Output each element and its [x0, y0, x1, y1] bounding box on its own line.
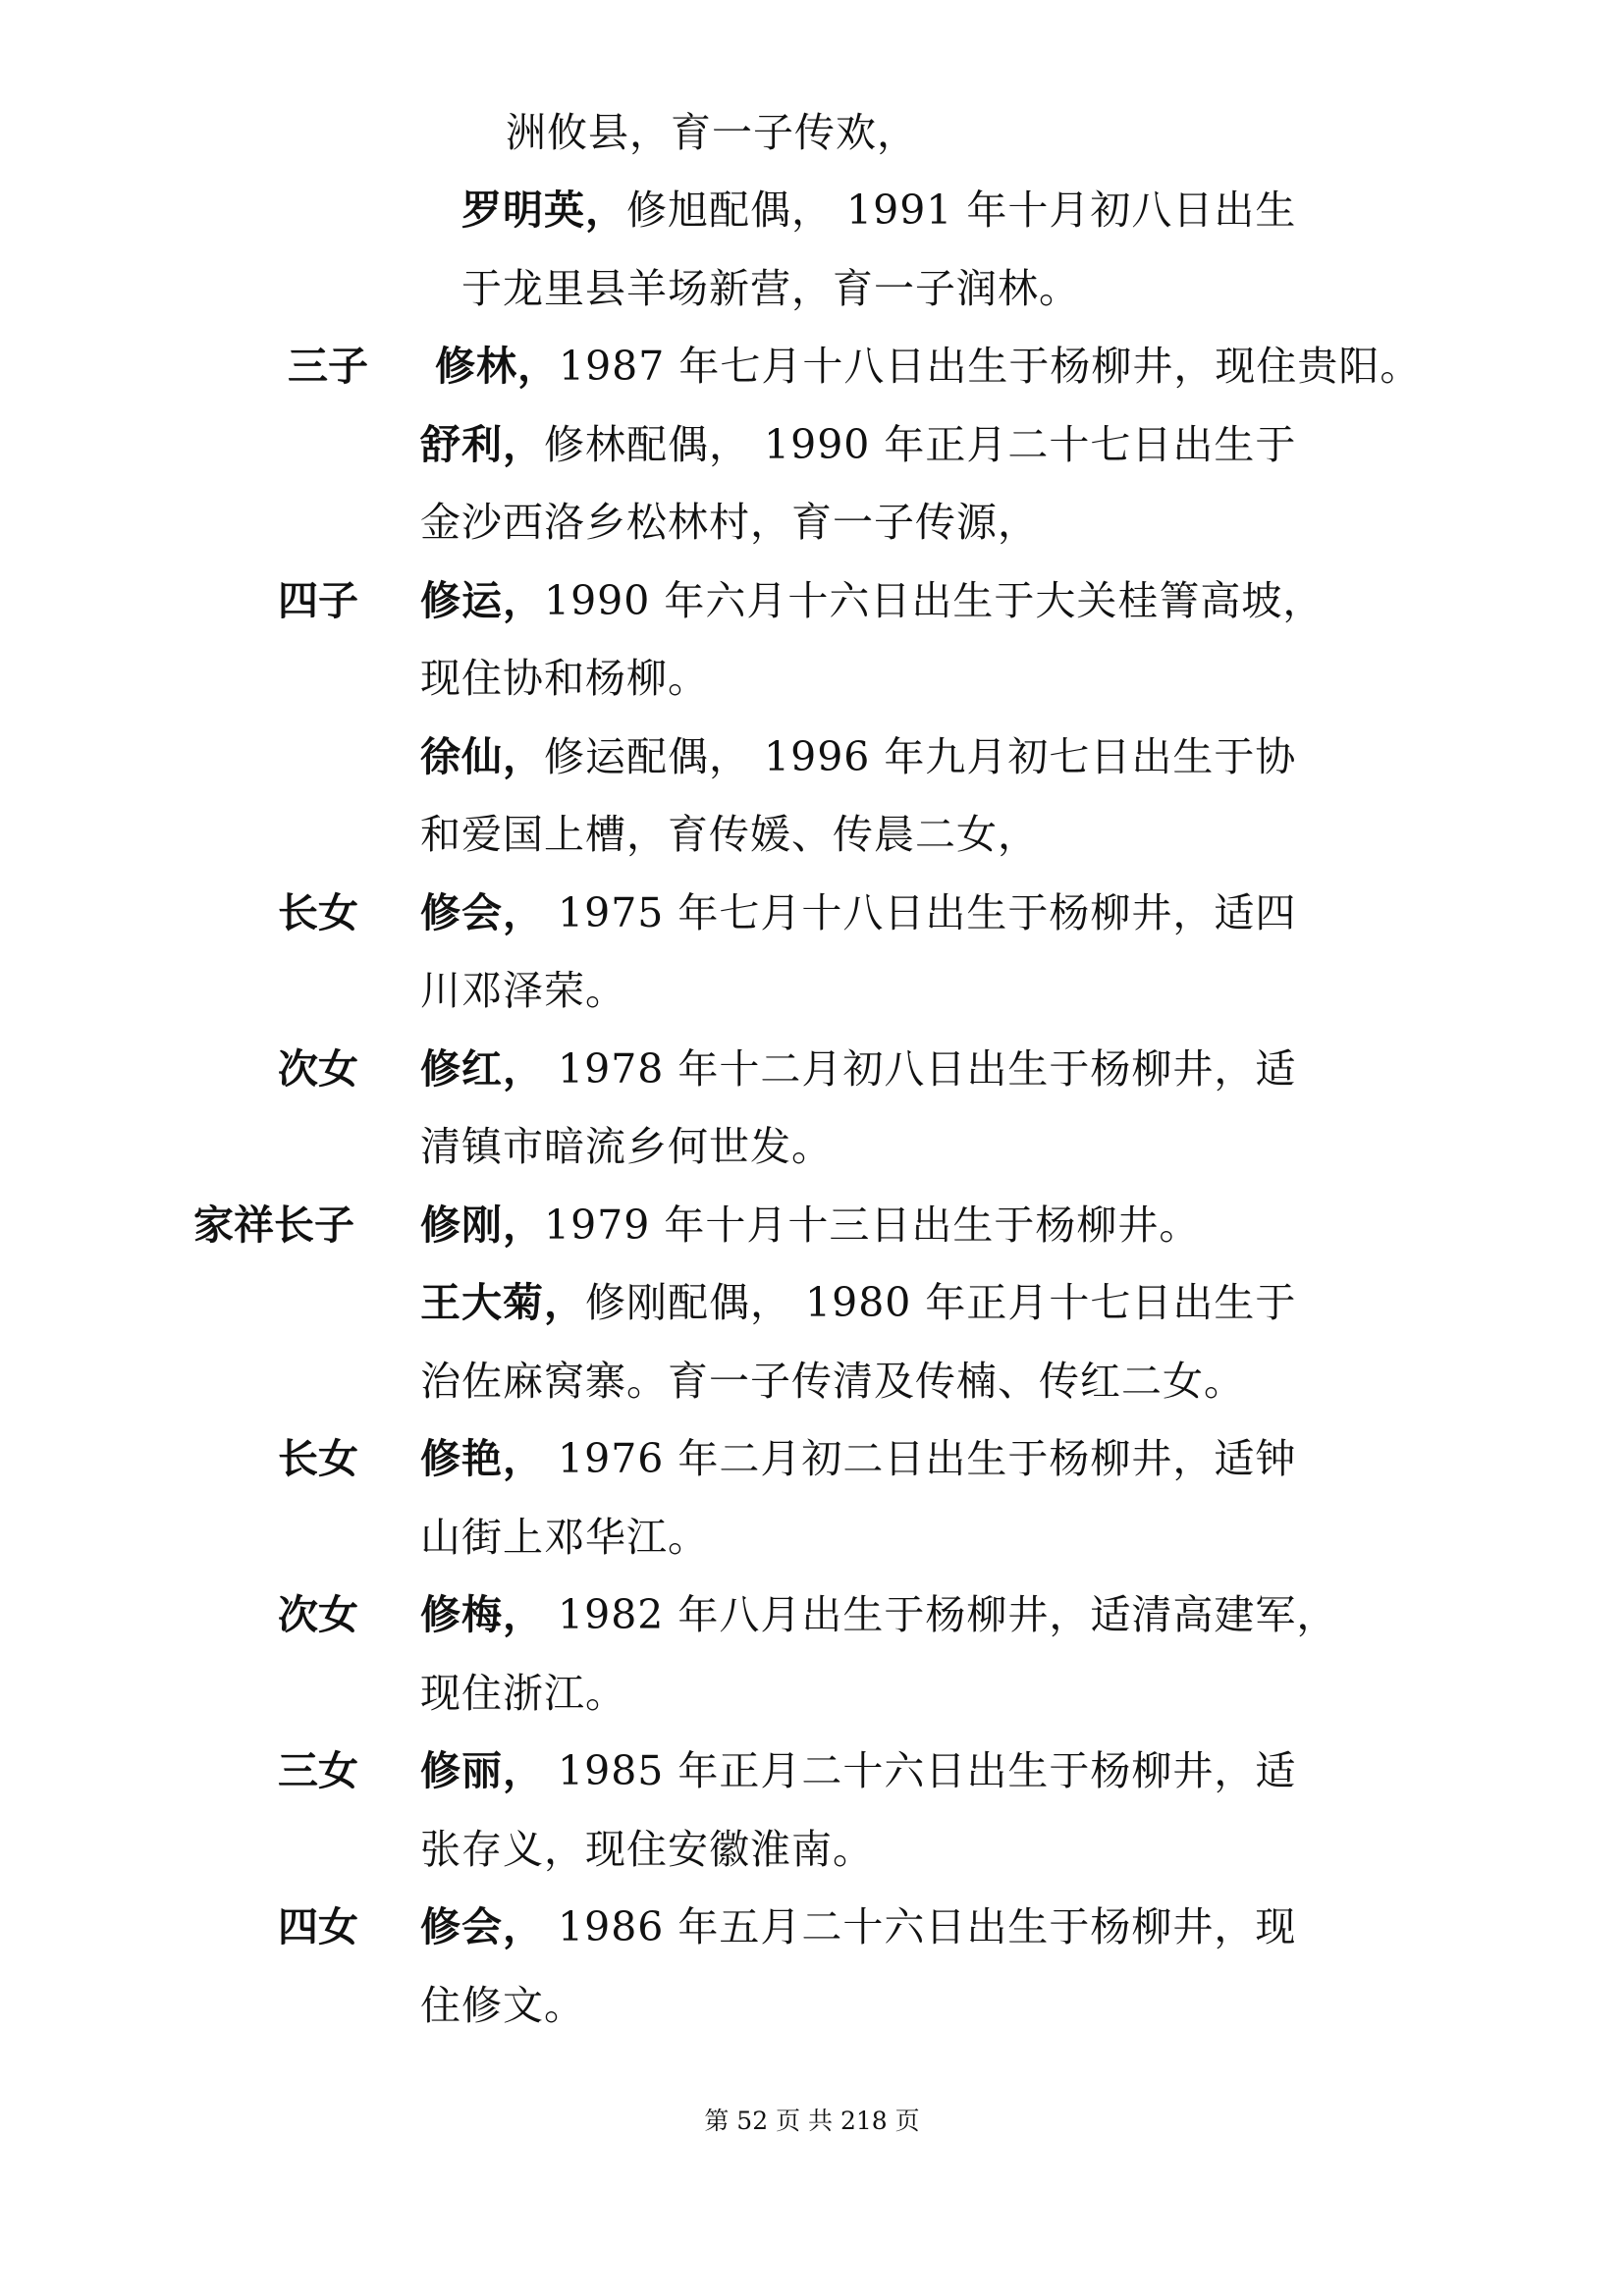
entry-text: 1985 年正月二十六日出生于杨柳井，适 [544, 1747, 1297, 1794]
entry-line [420, 1196, 1200, 1255]
entry-text: 清镇市暗流乡何世发。 [420, 1123, 833, 1170]
entry-line [435, 337, 1421, 396]
entry-text: 1975 年七月十八日出生于杨柳井，适四 [544, 889, 1297, 936]
entry-line [420, 1976, 585, 2035]
entry-line [420, 571, 1324, 630]
entry-line [506, 103, 918, 162]
relation-label: 长女 [278, 889, 358, 936]
entry-text: 和爱国上槽，育传媛、传晨二女， [420, 811, 1039, 858]
entry-text: 张存义，现住安徽淮南。 [420, 1826, 874, 1873]
entry-text: 川邓泽荣。 [420, 967, 626, 1014]
entry-line [461, 259, 1080, 318]
entry-text: 修运配偶， 1996 年九月初七日出生于协 [544, 733, 1297, 780]
entry-text: 1990 年六月十六日出生于大关桂箐高坡， [544, 577, 1325, 624]
person-name: 修会， [420, 889, 544, 936]
entry-line [420, 649, 709, 708]
entry-line [420, 1040, 1296, 1098]
page-number-footer: 第 52 页 共 218 页 [704, 2107, 920, 2135]
entry-text: 住修文。 [420, 1982, 585, 2029]
entry-text: 1979 年十月十三日出生于杨柳井。 [544, 1201, 1201, 1249]
relation-label: 三子 [288, 343, 368, 390]
entry-text: 1987 年七月十八日出生于杨柳井，现住贵阳。 [559, 343, 1422, 390]
person-name: 修梅， [420, 1591, 544, 1638]
entry-line [420, 1820, 874, 1879]
relation-label: 四女 [278, 1903, 358, 1950]
person-name: 修林， [435, 343, 559, 390]
entry-line [420, 727, 1296, 786]
person-name: 修艳， [420, 1435, 544, 1482]
entry-text: 现住协和杨柳。 [420, 655, 709, 702]
entry-line [461, 181, 1296, 240]
entry-text: 修林配偶， 1990 年正月二十七日出生于 [544, 421, 1297, 468]
entry-text: 于龙里县羊场新营，育一子润林。 [461, 265, 1080, 312]
entry-line [420, 1352, 1245, 1411]
entry-line [420, 493, 1039, 552]
entry-text: 山街上邓华江。 [420, 1514, 709, 1561]
entry-line [420, 1273, 1296, 1332]
person-name: 修刚， [420, 1201, 544, 1249]
entry-line [420, 805, 1039, 864]
entry-line [420, 1897, 1296, 1956]
relation-label: 三女 [278, 1747, 358, 1794]
entry-line [420, 1508, 709, 1567]
entry-text: 1976 年二月初二日出生于杨柳井，适钟 [544, 1435, 1297, 1482]
relation-label: 长女 [278, 1435, 358, 1482]
relation-label: 四子 [278, 577, 358, 624]
entry-text: 金沙西洛乡松林村，育一子传源， [420, 499, 1039, 546]
entry-text: 1986 年五月二十六日出生于杨柳井，现 [544, 1903, 1297, 1950]
entry-text: 1982 年八月出生于杨柳井，适清高建军， [544, 1591, 1338, 1638]
person-name: 修运， [420, 577, 544, 624]
entry-text: 治佐麻窝寨。育一子传清及传楠、传红二女。 [420, 1358, 1245, 1405]
person-name: 修丽， [420, 1747, 544, 1794]
entry-line [420, 1429, 1296, 1488]
entry-line [420, 1741, 1296, 1800]
entry-text: 洲攸县，育一子传欢， [506, 109, 918, 156]
entry-line [420, 415, 1296, 474]
relation-label: 家祥长子 [193, 1201, 354, 1249]
person-name: 徐仙， [420, 733, 544, 780]
person-name: 罗明英， [461, 187, 626, 234]
relation-label: 次女 [278, 1591, 358, 1638]
person-name: 修会， [420, 1903, 544, 1950]
entry-text: 修刚配偶， 1980 年正月十七日出生于 [585, 1279, 1297, 1326]
entry-line [420, 1664, 626, 1723]
entry-text: 1978 年十二月初八日出生于杨柳井，适 [544, 1045, 1297, 1093]
entry-line [420, 1585, 1337, 1644]
person-name: 修红， [420, 1045, 544, 1093]
person-name: 王大菊， [420, 1279, 585, 1326]
entry-text: 现住浙江。 [420, 1670, 626, 1717]
entry-line [420, 961, 626, 1020]
person-name: 舒利， [420, 421, 544, 468]
entry-text: 修旭配偶， 1991 年十月初八日出生 [626, 187, 1297, 234]
relation-label: 次女 [278, 1045, 358, 1093]
entry-line [420, 883, 1296, 942]
entry-line [420, 1117, 833, 1176]
